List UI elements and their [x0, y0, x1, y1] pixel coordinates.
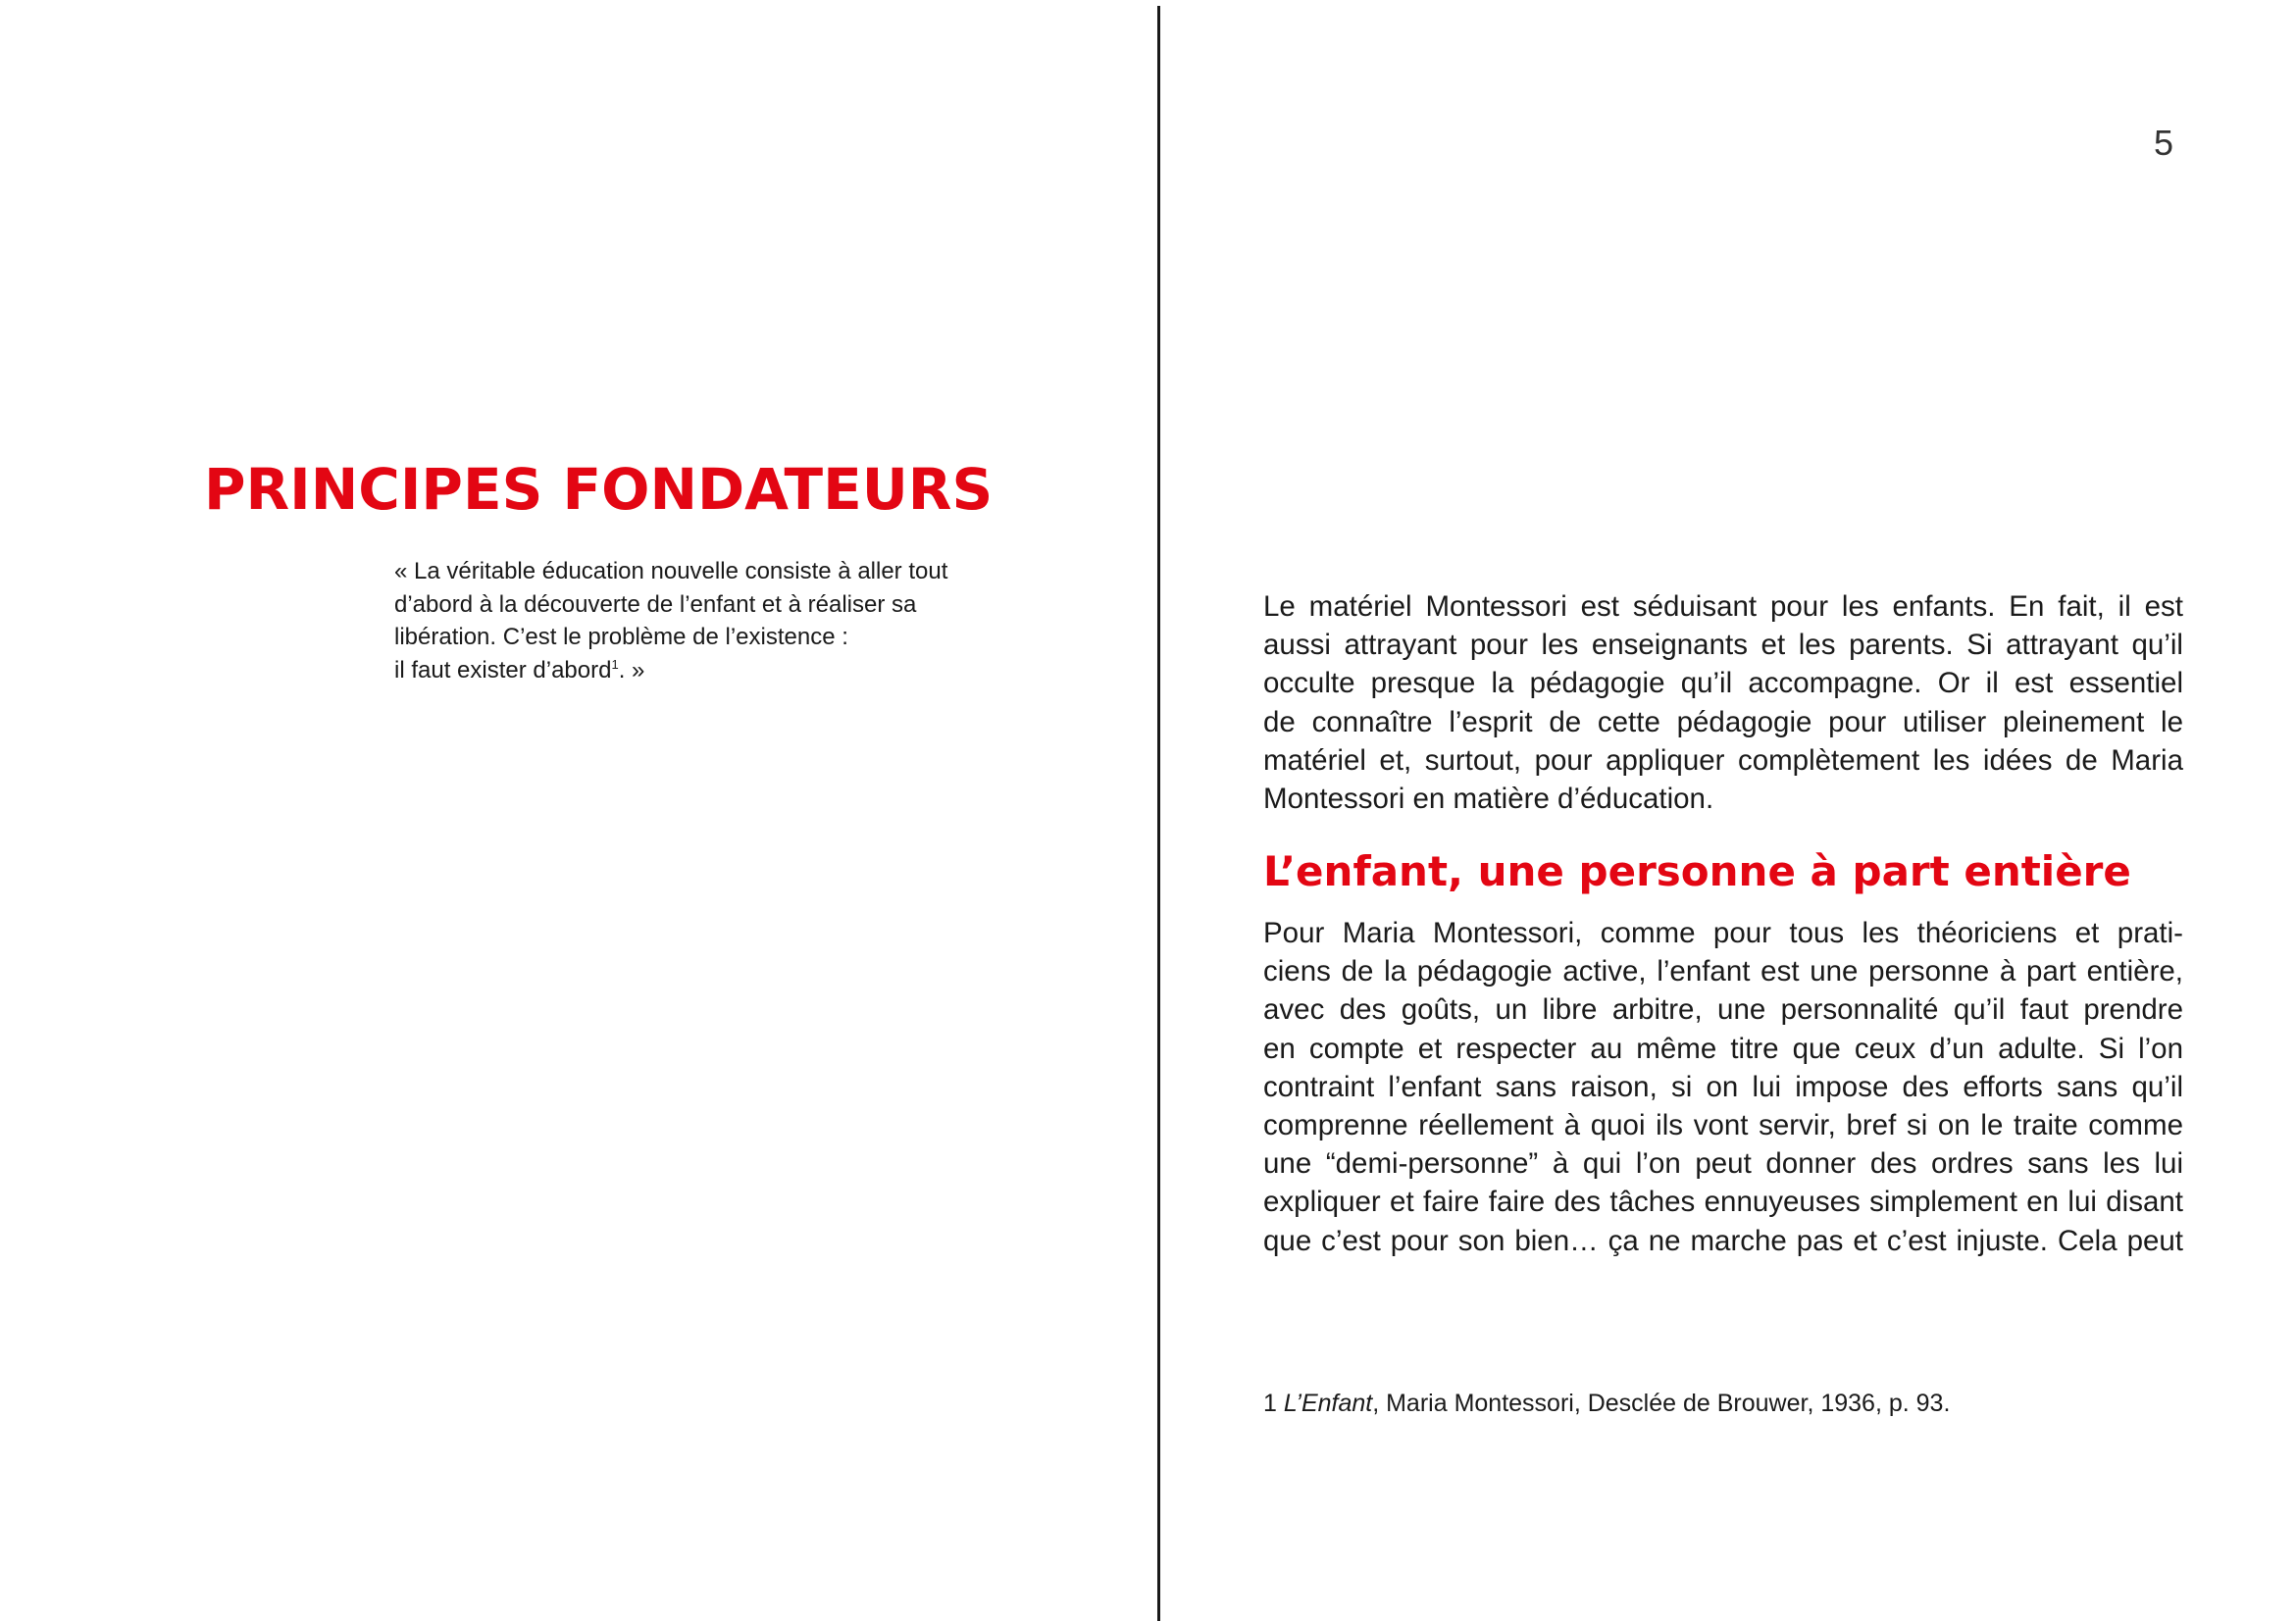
paragraph-line: en compte et respecter au même titre que ceux d’un adulte. Si l’on: [1263, 1032, 2183, 1065]
paragraph-line: Pour Maria Montessori, comme pour tous les théoriciens et prati-: [1263, 917, 2183, 949]
epigraph-line: d’abord à la découverte de l’enfant et à réaliser sa: [394, 590, 917, 618]
epigraph-closing: . »: [618, 656, 645, 684]
epigraph-line: « La véritable éducation nouvelle consiste à aller tout: [394, 558, 948, 584]
paragraph-line: Le matériel Montessori est séduisant pour les enfants. En fait, il est: [1263, 590, 2183, 623]
page-number: 5: [2154, 123, 2174, 163]
paragraph-line: Montessori en matière d’éducation.: [1263, 783, 1714, 816]
footnote: [1263, 1387, 1950, 1420]
paragraph-line: ciens de la pédagogie active, l’enfant est une personne à part entière,: [1263, 955, 2183, 988]
paragraph-line: que c’est pour son bien… ça ne marche pas et c’est injuste. Cela peut: [1263, 1224, 2183, 1257]
epigraph-line: libération. C’est le problème de l’existence :: [394, 624, 848, 650]
footnote-work-title: L’Enfant: [1283, 1390, 1373, 1417]
epigraph-last-text: il faut exister d’abord: [394, 656, 612, 684]
paragraph-line: comprenne réellement à quoi ils vont servir, bref si on le traite comme: [1263, 1109, 2183, 1142]
paragraph-line: aussi attrayant pour les enseignants et les parents. Si attrayant qu’il: [1263, 629, 2183, 662]
page-gutter-divider: [1157, 6, 1160, 1621]
paragraph-line: expliquer et faire faire des tâches ennuyeuses simplement en lui disant: [1263, 1186, 2183, 1219]
footnote-number: 1: [1263, 1390, 1277, 1417]
paragraph-line: une “demi-personne” à qui l’on peut donner des ordres sans les lui: [1263, 1147, 2183, 1181]
epigraph-quote: [394, 555, 1002, 686]
intro-paragraph: [1263, 587, 2183, 818]
footnote-reference[interactable]: 1: [611, 656, 619, 672]
paragraph-line: matériel et, surtout, pour appliquer complètement les idées de Maria: [1263, 743, 2183, 777]
footnote-citation: , Maria Montessori, Desclée de Brouwer, 1936, p. 93.: [1372, 1390, 1951, 1417]
epigraph-line: [394, 654, 1002, 687]
section-heading: L’enfant, une personne à part entière: [1263, 847, 2131, 895]
paragraph-line: de connaître l’esprit de cette pédagogie pour utiliser pleinement le: [1263, 705, 2183, 738]
paragraph-line: occulte presque la pédagogie qu’il accompagne. Or il est essentiel: [1263, 667, 2183, 700]
paragraph-line: contraint l’enfant sans raison, si on lui impose des efforts sans qu’il: [1263, 1070, 2183, 1103]
paragraph-line: avec des goûts, un libre arbitre, une personnalité qu’il faut prendre: [1263, 993, 2183, 1027]
chapter-title: PRINCIPES FONDATEURS: [204, 456, 994, 523]
section-paragraph: [1263, 914, 2183, 1260]
